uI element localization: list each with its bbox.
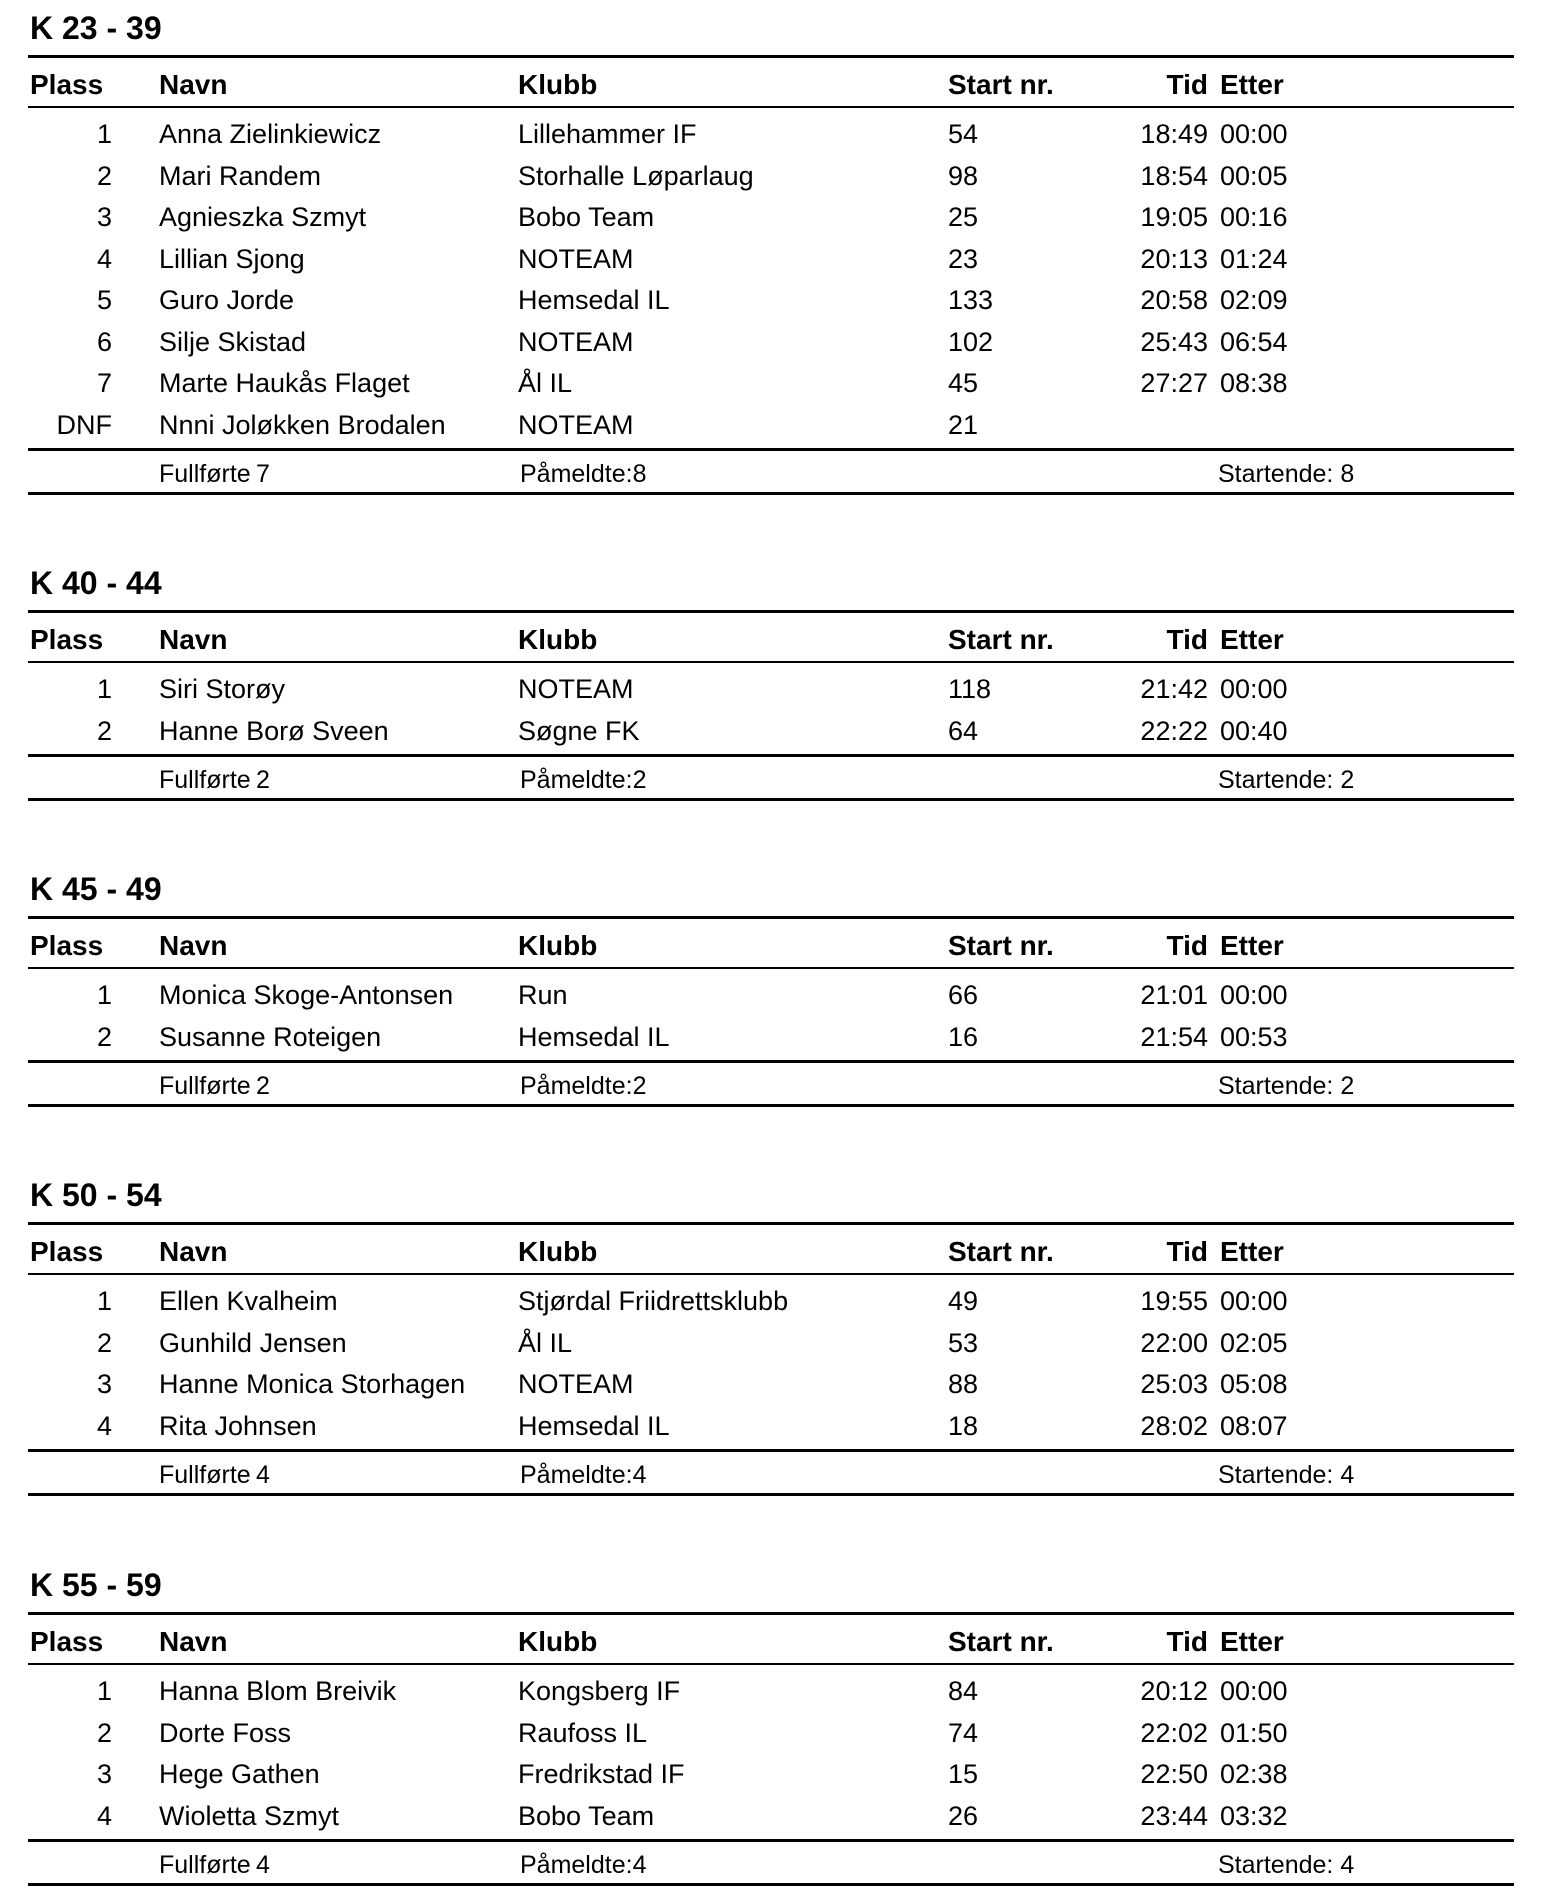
cell-plass: 1 [96, 980, 112, 1010]
cell-plass: 4 [96, 1800, 112, 1831]
cell-klubb: NOTEAM [518, 409, 634, 440]
cell-tid: 21:01 [1140, 980, 1208, 1010]
col-etter-header: Etter [1220, 69, 1284, 100]
result-row [28, 975, 1514, 1015]
pameldte-label: Påmeldte: [520, 1072, 633, 1100]
startende-count: 4 [1340, 1851, 1355, 1879]
startende-count: 2 [1340, 766, 1355, 794]
cell-navn: Hanne Monica Storhagen [159, 1369, 466, 1399]
result-row [28, 114, 1514, 154]
cell-tid: 22:22 [1140, 715, 1208, 746]
startende-label: Startende: [1218, 766, 1334, 794]
startende-label: Startende: [1218, 1851, 1334, 1879]
cell-etter: 05:08 [1220, 1369, 1288, 1399]
header-top-rule [28, 916, 1514, 919]
result-row [28, 363, 1514, 403]
fullforte-count: 2 [256, 1072, 270, 1100]
cell-start-nr: 23 [948, 243, 979, 274]
cell-navn: Guro Jorde [159, 285, 295, 315]
result-row [28, 322, 1514, 362]
col-navn-header: Navn [159, 1626, 228, 1657]
cell-klubb: NOTEAM [518, 1369, 634, 1399]
col-start-nr-header: Start nr. [948, 624, 1054, 655]
cell-tid: 20:13 [1140, 243, 1208, 274]
summary-row [28, 454, 1514, 494]
cell-etter: 00:40 [1220, 715, 1288, 746]
fullforte-count: 7 [256, 460, 270, 488]
cell-start-nr: 53 [948, 1327, 979, 1358]
cell-start-nr: 49 [948, 1286, 979, 1316]
cell-etter: 08:38 [1220, 368, 1288, 398]
fullforte-count: 2 [256, 766, 270, 794]
result-row [28, 239, 1514, 279]
col-plass-header: Plass [30, 624, 104, 655]
startende-label: Startende: [1218, 460, 1334, 488]
fullforte-label: Fullførte [159, 1851, 251, 1879]
pameldte-label: Påmeldte: [520, 460, 633, 488]
section-bottom-rule [28, 492, 1514, 495]
cell-etter: 00:00 [1220, 1676, 1288, 1706]
cell-plass: 1 [96, 119, 112, 149]
cell-start-nr: 54 [948, 119, 979, 149]
result-row [28, 1323, 1514, 1363]
result-row [28, 1406, 1514, 1446]
cell-tid: 28:02 [1140, 1410, 1208, 1441]
result-row [28, 197, 1514, 237]
footer-top-rule [28, 754, 1514, 757]
result-row [28, 1713, 1514, 1753]
col-klubb-header: Klubb [518, 1236, 598, 1267]
cell-navn: Hege Gathen [159, 1759, 320, 1789]
cell-klubb: Fredrikstad IF [518, 1759, 685, 1789]
cell-tid: 21:54 [1140, 1021, 1208, 1052]
result-row [28, 669, 1514, 709]
header-top-rule [28, 1612, 1514, 1615]
pameldte-label: Påmeldte: [520, 1851, 633, 1879]
cell-etter: 00:53 [1220, 1021, 1288, 1052]
col-navn-header: Navn [159, 1236, 228, 1267]
pameldte-count: 2 [632, 766, 647, 794]
header-bottom-rule [28, 106, 1514, 108]
cell-navn: Hanna Blom Breivik [159, 1676, 397, 1706]
cell-tid: 21:42 [1140, 674, 1208, 704]
result-row [28, 1281, 1514, 1321]
cell-start-nr: 84 [948, 1676, 979, 1706]
cell-plass: 1 [96, 1286, 112, 1316]
cell-start-nr: 18 [948, 1410, 979, 1441]
col-tid-header: Tid [1166, 1626, 1208, 1657]
cell-klubb: Hemsedal IL [518, 1021, 670, 1052]
startende-label: Startende: [1218, 1072, 1334, 1100]
cell-plass: 1 [96, 1676, 112, 1706]
cell-start-nr: 26 [948, 1800, 979, 1831]
class-title: K 55 - 59 [30, 1567, 162, 1603]
pameldte-summary [520, 454, 646, 494]
header-top-rule [28, 1222, 1514, 1225]
column-header-row [28, 1232, 1514, 1272]
cell-start-nr: 45 [948, 368, 979, 398]
col-start-nr-header: Start nr. [948, 930, 1054, 961]
cell-start-nr: 66 [948, 980, 979, 1010]
startende-count: 8 [1340, 460, 1355, 488]
cell-navn: Siri Storøy [159, 674, 286, 704]
cell-tid: 22:50 [1140, 1759, 1208, 1789]
result-row [28, 711, 1514, 751]
cell-plass: 2 [96, 160, 112, 191]
header-top-rule [28, 55, 1514, 58]
fullforte-label: Fullførte [159, 1461, 251, 1489]
col-klubb-header: Klubb [518, 69, 598, 100]
column-header-row [28, 65, 1514, 105]
summary-row [28, 1066, 1514, 1106]
fullforte-label: Fullførte [159, 460, 251, 488]
col-tid-header: Tid [1166, 1236, 1208, 1267]
pameldte-summary [520, 760, 646, 800]
col-start-nr-header: Start nr. [948, 69, 1054, 100]
cell-tid: 22:02 [1140, 1717, 1208, 1748]
cell-navn: Silje Skistad [159, 326, 307, 357]
cell-etter: 08:07 [1220, 1410, 1288, 1441]
class-title: K 40 - 44 [30, 565, 162, 601]
result-row [28, 405, 1514, 445]
pameldte-summary [520, 1455, 646, 1495]
pameldte-summary [520, 1066, 646, 1106]
col-start-nr-header: Start nr. [948, 1236, 1054, 1267]
cell-etter: 00:00 [1220, 119, 1288, 149]
cell-start-nr: 25 [948, 202, 979, 232]
cell-etter: 02:38 [1220, 1759, 1288, 1789]
section-bottom-rule [28, 1493, 1514, 1496]
footer-top-rule [28, 1449, 1514, 1452]
cell-plass: 6 [96, 326, 112, 357]
startende-summary [1218, 1845, 1354, 1885]
pameldte-label: Påmeldte: [520, 766, 633, 794]
cell-tid: 20:58 [1140, 285, 1208, 315]
col-plass-header: Plass [30, 1236, 104, 1267]
col-etter-header: Etter [1220, 1626, 1284, 1657]
cell-plass: DNF [56, 409, 112, 440]
cell-klubb: NOTEAM [518, 326, 634, 357]
class-title: K 45 - 49 [30, 871, 162, 907]
cell-klubb: Kongsberg IF [518, 1676, 681, 1706]
result-row [28, 1671, 1514, 1711]
pameldte-count: 2 [632, 1072, 647, 1100]
cell-etter: 00:00 [1220, 674, 1288, 704]
col-tid-header: Tid [1166, 930, 1208, 961]
pameldte-label: Påmeldte: [520, 1461, 633, 1489]
footer-top-rule [28, 448, 1514, 451]
cell-navn: Hanne Borø Sveen [159, 715, 389, 746]
cell-klubb: Lillehammer IF [518, 119, 697, 149]
section-bottom-rule [28, 798, 1514, 801]
cell-etter: 00:05 [1220, 160, 1288, 191]
startende-summary [1218, 1066, 1354, 1106]
cell-navn: Lillian Sjong [159, 243, 305, 274]
cell-navn: Rita Johnsen [159, 1410, 317, 1441]
cell-klubb: Stjørdal Friidrettsklubb [518, 1286, 789, 1316]
col-start-nr-header: Start nr. [948, 1626, 1054, 1657]
cell-etter: 02:05 [1220, 1327, 1288, 1358]
pameldte-summary [520, 1845, 646, 1885]
section-bottom-rule [28, 1104, 1514, 1107]
cell-start-nr: 98 [948, 160, 979, 191]
col-plass-header: Plass [30, 930, 104, 961]
cell-navn: Gunhild Jensen [159, 1327, 347, 1358]
cell-tid: 20:12 [1140, 1676, 1208, 1706]
cell-plass: 4 [96, 243, 112, 274]
fullforte-count: 4 [256, 1461, 270, 1489]
cell-tid: 18:49 [1140, 119, 1208, 149]
cell-start-nr: 102 [948, 326, 994, 357]
cell-etter: 00:00 [1220, 1286, 1288, 1316]
cell-start-nr: 133 [948, 285, 994, 315]
result-row [28, 156, 1514, 196]
cell-navn: Dorte Foss [159, 1717, 292, 1748]
column-header-row [28, 620, 1514, 660]
cell-plass: 2 [96, 1717, 112, 1748]
cell-tid: 25:03 [1140, 1369, 1208, 1399]
cell-klubb: Hemsedal IL [518, 1410, 670, 1441]
column-header-row [28, 1622, 1514, 1662]
fullforte-label: Fullførte [159, 1072, 251, 1100]
col-klubb-header: Klubb [518, 930, 598, 961]
result-row [28, 1364, 1514, 1404]
cell-navn: Susanne Roteigen [159, 1021, 382, 1052]
pameldte-count: 8 [632, 460, 647, 488]
cell-etter: 01:24 [1220, 243, 1288, 274]
class-title: K 23 - 39 [30, 10, 162, 46]
cell-navn: Marte Haukås Flaget [159, 368, 410, 398]
class-title: K 50 - 54 [30, 1177, 162, 1213]
cell-navn: Wioletta Szmyt [159, 1800, 340, 1831]
cell-tid: 18:54 [1140, 160, 1208, 191]
cell-plass: 2 [96, 1021, 112, 1052]
col-etter-header: Etter [1220, 624, 1284, 655]
header-bottom-rule [28, 1273, 1514, 1275]
cell-navn: Mari Randem [159, 160, 322, 191]
col-plass-header: Plass [30, 1626, 104, 1657]
startende-summary [1218, 760, 1354, 800]
cell-tid: 23:44 [1140, 1800, 1208, 1831]
cell-etter: 03:32 [1220, 1800, 1288, 1831]
cell-tid: 25:43 [1140, 326, 1208, 357]
cell-tid: 19:05 [1140, 202, 1208, 232]
startende-label: Startende: [1218, 1461, 1334, 1489]
cell-tid [1088, 405, 1208, 445]
footer-top-rule [28, 1839, 1514, 1842]
cell-start-nr: 88 [948, 1369, 979, 1399]
cell-klubb: NOTEAM [518, 674, 634, 704]
startende-count: 4 [1340, 1461, 1355, 1489]
col-etter-header: Etter [1220, 1236, 1284, 1267]
cell-plass: 2 [96, 715, 112, 746]
cell-navn: Ellen Kvalheim [159, 1286, 338, 1316]
cell-klubb: Run [518, 980, 568, 1010]
cell-plass: 3 [96, 202, 112, 232]
header-bottom-rule [28, 967, 1514, 969]
cell-etter: 02:09 [1220, 285, 1288, 315]
startende-summary [1218, 454, 1354, 494]
cell-etter: 00:00 [1220, 980, 1288, 1010]
startende-count: 2 [1340, 1072, 1355, 1100]
cell-klubb: Bobo Team [518, 1800, 655, 1831]
cell-start-nr: 15 [948, 1759, 979, 1789]
cell-tid: 27:27 [1140, 368, 1208, 398]
cell-plass: 4 [96, 1410, 112, 1441]
col-tid-header: Tid [1166, 69, 1208, 100]
col-etter-header: Etter [1220, 930, 1284, 961]
cell-klubb: NOTEAM [518, 243, 634, 274]
col-navn-header: Navn [159, 69, 228, 100]
cell-tid: 19:55 [1140, 1286, 1208, 1316]
column-header-row [28, 926, 1514, 966]
cell-klubb: Bobo Team [518, 202, 655, 232]
cell-start-nr: 16 [948, 1021, 979, 1052]
pameldte-count: 4 [632, 1851, 647, 1879]
footer-top-rule [28, 1060, 1514, 1063]
col-klubb-header: Klubb [518, 624, 598, 655]
cell-klubb: Raufoss IL [518, 1717, 648, 1748]
col-navn-header: Navn [159, 930, 228, 961]
summary-row [28, 1455, 1514, 1495]
cell-start-nr: 21 [948, 409, 979, 440]
pameldte-count: 4 [632, 1461, 647, 1489]
cell-plass: 7 [96, 368, 112, 398]
cell-start-nr: 118 [948, 674, 992, 704]
header-bottom-rule [28, 1663, 1514, 1665]
summary-row [28, 760, 1514, 800]
cell-etter: 00:16 [1220, 202, 1288, 232]
fullforte-count: 4 [256, 1851, 270, 1879]
col-navn-header: Navn [159, 624, 228, 655]
cell-etter: 01:50 [1220, 1717, 1288, 1748]
summary-row [28, 1845, 1514, 1885]
cell-klubb: Ål IL [518, 368, 573, 398]
header-top-rule [28, 610, 1514, 613]
result-row [28, 1754, 1514, 1794]
cell-plass: 3 [96, 1759, 112, 1789]
result-row [28, 1017, 1514, 1057]
cell-navn: Nnni Joløkken Brodalen [159, 409, 446, 440]
cell-klubb: Ål IL [518, 1327, 573, 1358]
cell-plass: 2 [96, 1327, 112, 1358]
startende-summary [1218, 1455, 1354, 1495]
cell-start-nr: 74 [948, 1717, 979, 1748]
cell-plass: 5 [96, 285, 112, 315]
col-plass-header: Plass [30, 69, 104, 100]
cell-navn: Agnieszka Szmyt [159, 202, 367, 232]
col-tid-header: Tid [1166, 624, 1208, 655]
result-row [28, 1796, 1514, 1836]
cell-start-nr: 64 [948, 715, 979, 746]
cell-navn: Anna Zielinkiewicz [159, 119, 382, 149]
header-bottom-rule [28, 661, 1514, 663]
cell-tid: 22:00 [1140, 1327, 1208, 1358]
cell-klubb: Hemsedal IL [518, 285, 670, 315]
fullforte-label: Fullførte [159, 766, 251, 794]
result-row [28, 280, 1514, 320]
cell-plass: 3 [96, 1369, 112, 1399]
cell-etter: 06:54 [1220, 326, 1288, 357]
cell-plass: 1 [96, 674, 112, 704]
cell-klubb: Søgne FK [518, 715, 640, 746]
col-klubb-header: Klubb [518, 1626, 598, 1657]
cell-klubb: Storhalle Løparlaug [518, 160, 754, 191]
cell-navn: Monica Skoge-Antonsen [159, 980, 454, 1010]
section-bottom-rule [28, 1883, 1514, 1886]
